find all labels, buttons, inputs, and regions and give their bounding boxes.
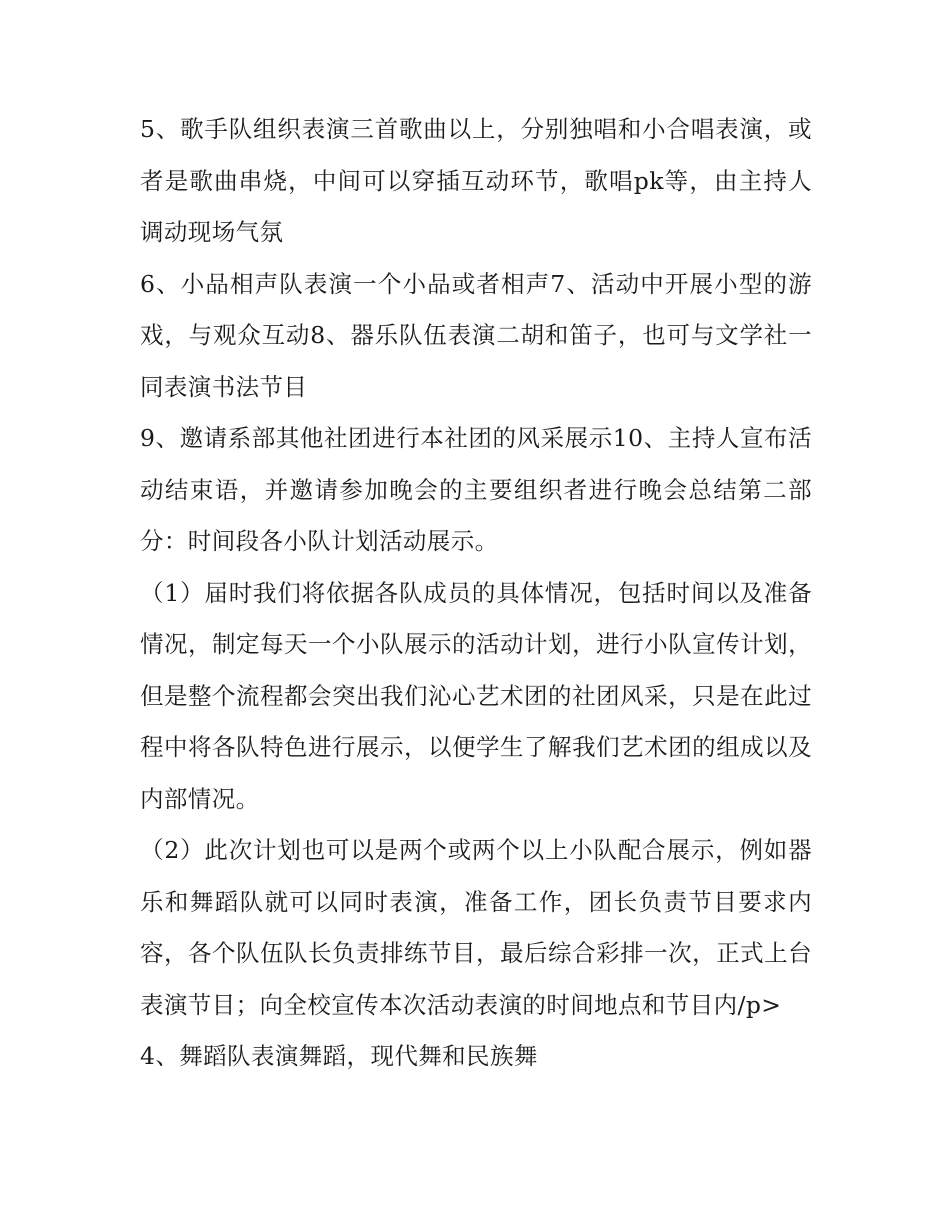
paragraph-sketch-team: 6、小品相声队表演一个小品或者相声7、活动中开展小型的游戏，与观众互动8、器乐队伍表演二胡和笛子，也可与文学社一同表演书法节目 bbox=[140, 269, 812, 401]
paragraph-item-2: （2）此次计划也可以是两个或两个以上小队配合展示，例如器乐和舞蹈队就可以同时表演，准备工作，团长负责节目要求内容，各个队伍队长负责排练节目，最后综合彩排一次，正式上台表演节目；向全校宣传本次活动表演的时间地点和节目内/p> bbox=[140, 836, 812, 1019]
paragraph-singer-team: 5、歌手队组织表演三首歌曲以上，分别独唱和小合唱表演，或者是歌曲串烧，中间可以穿插互动环节，歌唱pk等，由主持人调动现场气氛 bbox=[140, 115, 812, 246]
paragraph-invite-clubs: 9、邀请系部其他社团进行本社团的风采展示10、主持人宣布活动结束语，并邀请参加晚会的主要组织者进行晚会总结第二部分：时间段各小队计划活动展示。 bbox=[140, 424, 812, 555]
paragraph-item-1: （1）届时我们将依据各队成员的具体情况，包括时间以及准备情况，制定每天一个小队展示的活动计划，进行小队宣传计划，但是整个流程都会突出我们沁心艺术团的社团风采，只是在此过程中将各队特色进行展示，以便学生了解我们艺术团的组成以及内部情况。 bbox=[140, 578, 812, 813]
document-body bbox=[140, 104, 812, 1083]
paragraph-dance-team: 4、舞蹈队表演舞蹈，现代舞和民族舞 bbox=[140, 1042, 538, 1070]
